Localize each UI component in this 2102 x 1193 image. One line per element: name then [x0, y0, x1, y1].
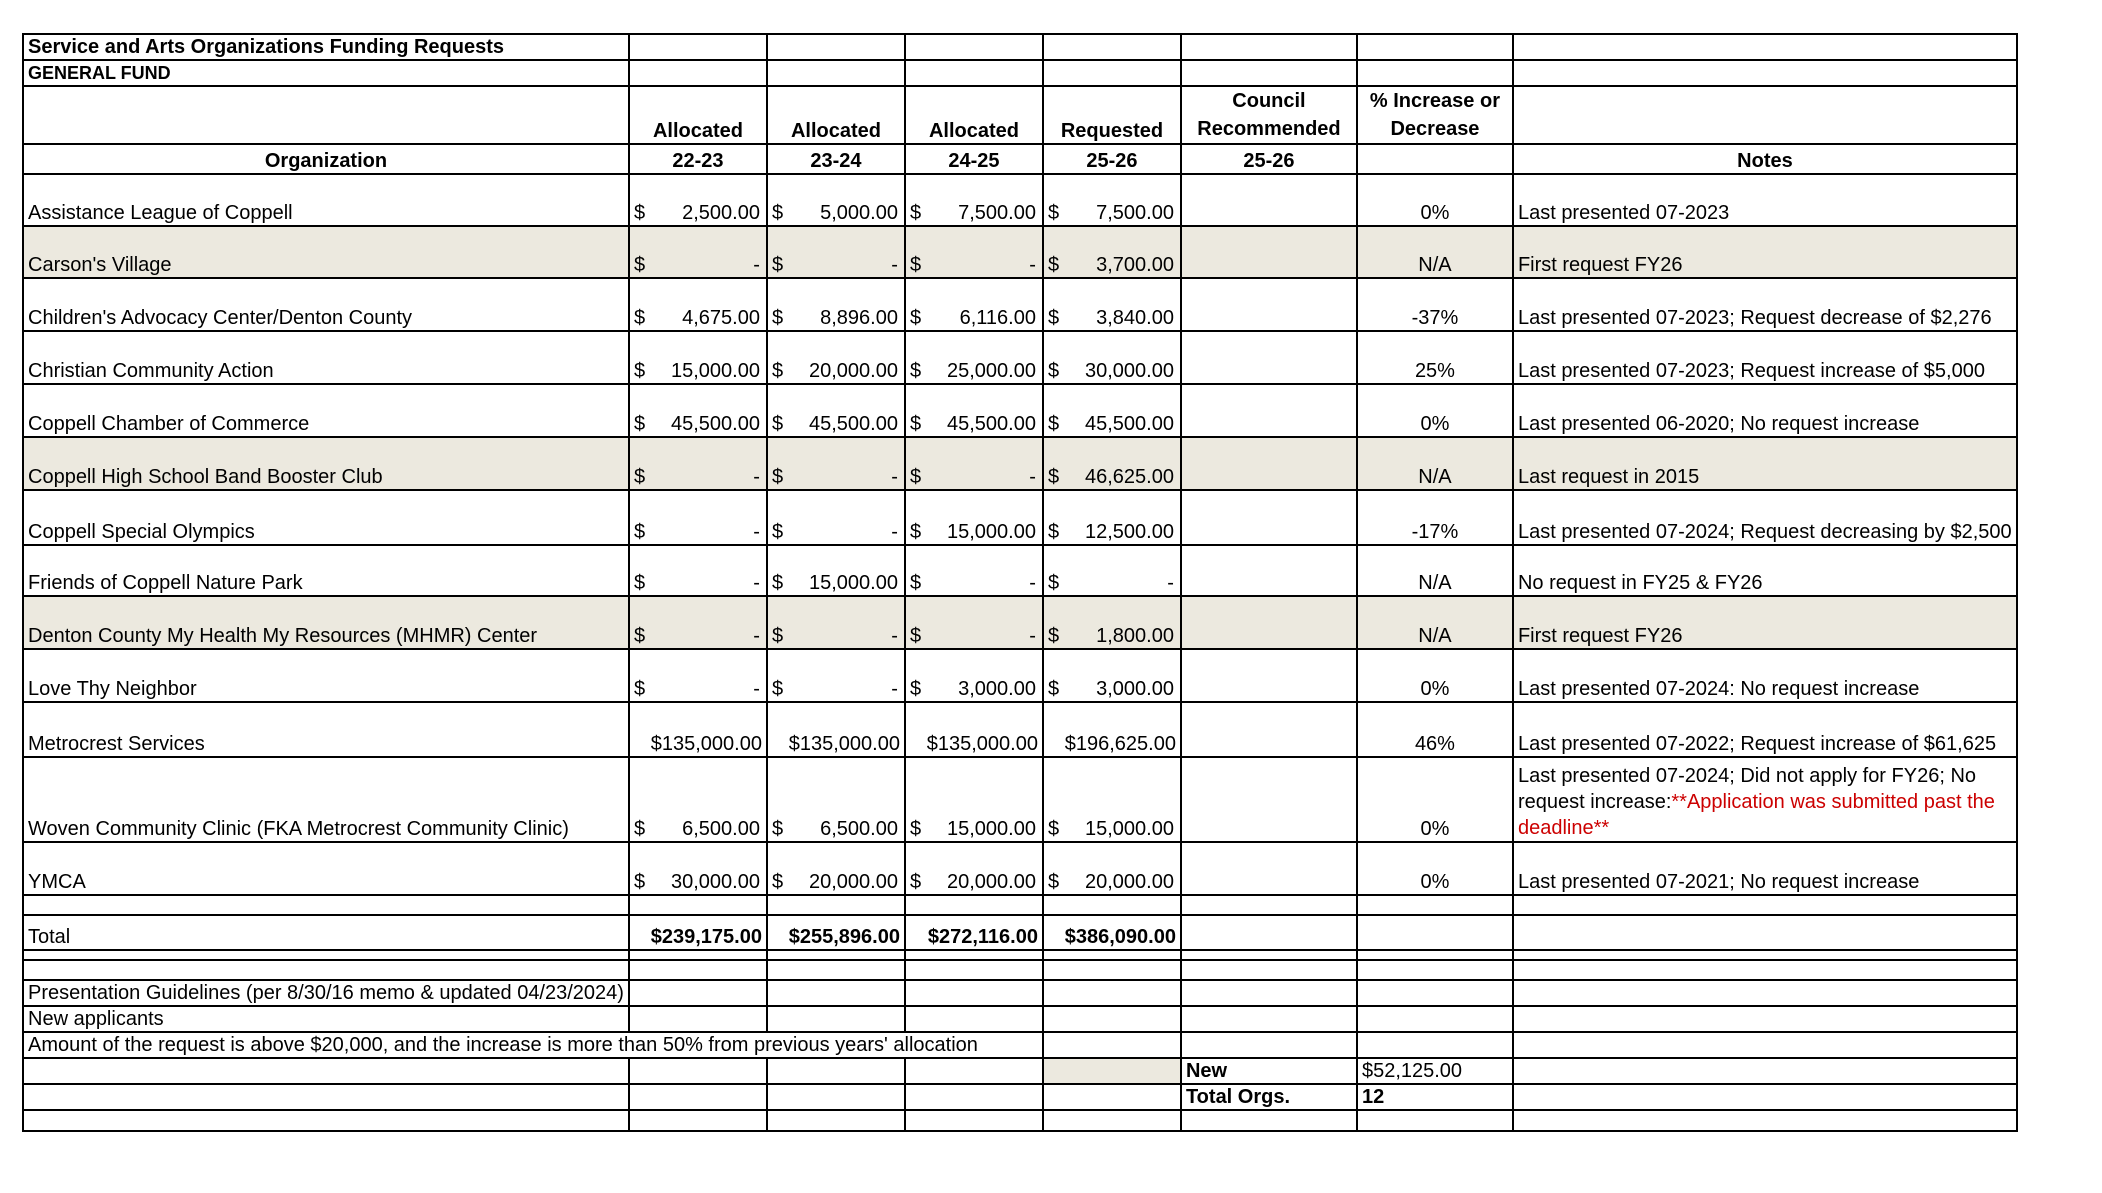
- row-notes-text: Last presented 07-2024; Did not apply for FY26; No request increase:: [1517, 765, 1977, 813]
- amount-a2425-value: 7,500.00: [958, 202, 1036, 224]
- amount-a2425: [905, 649, 1043, 702]
- blank-row: [23, 895, 2017, 915]
- header-council-line2: Recommended: [1197, 118, 1341, 140]
- amount-a2324: [767, 702, 905, 757]
- council-recommended: [1181, 384, 1357, 437]
- amount-a2425: [905, 226, 1043, 278]
- row-notes: [1513, 174, 2017, 226]
- amount-a2425-currency: $: [909, 572, 922, 594]
- amount-a2425-value: 25,000.00: [946, 360, 1036, 382]
- org-name: Assistance League of Coppell: [23, 174, 629, 226]
- amount-a2223-currency: $: [633, 871, 646, 893]
- table-row: [23, 384, 2017, 437]
- org-name: Coppell High School Band Booster Club: [23, 437, 629, 490]
- amount-a2425-value: -: [1029, 254, 1036, 276]
- amount-a2324: [767, 757, 905, 842]
- amount-a2223: [629, 545, 767, 596]
- new-value: $52,125.00: [1357, 1058, 1513, 1084]
- table-row: [23, 490, 2017, 545]
- amount-r2526-currency: $: [1047, 678, 1060, 700]
- amount-a2324-currency: $: [771, 466, 784, 488]
- total-r2526: $386,090.00: [1043, 915, 1181, 950]
- amount-a2324: [767, 278, 905, 331]
- header-fy-2223: 22-23: [629, 144, 767, 174]
- pct-change: 0%: [1357, 384, 1513, 437]
- table-row: [23, 278, 2017, 331]
- amount-a2425-currency: $: [909, 625, 922, 647]
- table-row: [23, 649, 2017, 702]
- amount-a2223: [629, 596, 767, 649]
- new-applicants-row: [23, 1006, 2017, 1032]
- amount-r2526: [1043, 490, 1181, 545]
- total-a2223: $239,175.00: [629, 915, 767, 950]
- amount-a2324-value: 20,000.00: [808, 871, 898, 893]
- amount-a2324-currency: $: [771, 678, 784, 700]
- amount-a2425: [905, 490, 1043, 545]
- header-allocated-2223: Allocated: [629, 86, 767, 144]
- amount-a2324: [767, 545, 905, 596]
- amount-a2223-value: -: [753, 625, 760, 647]
- amount-a2324-value: 5,000.00: [820, 202, 898, 224]
- total-orgs-value: 12: [1357, 1084, 1513, 1110]
- amount-a2223: [629, 842, 767, 895]
- amount-r2526: [1043, 757, 1181, 842]
- fund-label: GENERAL FUND: [23, 60, 629, 86]
- amount-a2425-value: 15,000.00: [946, 521, 1036, 543]
- amount-a2324-value: 8,896.00: [820, 307, 898, 329]
- table-row: [23, 757, 2017, 842]
- amount-a2425-currency: $: [909, 521, 922, 543]
- amount-r2526: [1043, 842, 1181, 895]
- amount-a2324-value: -: [891, 254, 898, 276]
- total-a2425: $272,116.00: [905, 915, 1043, 950]
- blank-row: [23, 950, 2017, 960]
- amount-r2526-value: 46,625.00: [1084, 466, 1174, 488]
- amount-a2223-currency: $: [633, 360, 646, 382]
- guidelines-row: [23, 980, 2017, 1006]
- amount-a2425: [905, 384, 1043, 437]
- pct-change: 0%: [1357, 757, 1513, 842]
- amount-r2526-currency: $: [1047, 572, 1060, 594]
- row-notes: [1513, 757, 2017, 842]
- amount-a2324-value: 15,000.00: [808, 572, 898, 594]
- row-notes-text: Last presented 07-2023: [1517, 202, 1730, 224]
- amount-a2223-currency: $: [633, 466, 646, 488]
- table-row: [23, 842, 2017, 895]
- council-recommended: [1181, 174, 1357, 226]
- amount-r2526-value: 3,000.00: [1096, 678, 1174, 700]
- row-notes-text: Last presented 06-2020; No request increase: [1517, 413, 1920, 435]
- amount-r2526-currency: $: [1047, 254, 1060, 276]
- amount-a2425-currency: $: [909, 254, 922, 276]
- header-council: [1181, 86, 1357, 144]
- amount-a2223-value: 6,500.00: [682, 818, 760, 840]
- amount-a2324-currency: $: [771, 572, 784, 594]
- org-name: Carson's Village: [23, 226, 629, 278]
- amount-r2526: [1043, 649, 1181, 702]
- amount-a2324: [767, 331, 905, 384]
- amount-r2526-value: 20,000.00: [1084, 871, 1174, 893]
- amount-r2526-value: 1,800.00: [1096, 625, 1174, 647]
- amount-a2324: [767, 437, 905, 490]
- amount-a2223-value: -: [753, 466, 760, 488]
- amount-a2223-value: 4,675.00: [682, 307, 760, 329]
- header-notes: Notes: [1513, 144, 2017, 174]
- row-notes: [1513, 842, 2017, 895]
- header-fy-2324: 23-24: [767, 144, 905, 174]
- amount-a2223: [629, 331, 767, 384]
- amount-r2526-value: 12,500.00: [1084, 521, 1174, 543]
- amount-a2425: [905, 278, 1043, 331]
- amount-a2425: [905, 174, 1043, 226]
- criteria-text: Amount of the request is above $20,000, and the increase is more than 50% from previous years' allocation: [23, 1032, 1043, 1058]
- funding-table: [22, 33, 2018, 1132]
- council-recommended: [1181, 649, 1357, 702]
- header-row-2: [23, 144, 2017, 174]
- amount-a2324: [767, 174, 905, 226]
- amount-a2223-value: 45,500.00: [670, 413, 760, 435]
- amount-a2223-currency: $: [633, 413, 646, 435]
- amount-r2526: [1043, 331, 1181, 384]
- amount-r2526-value: 7,500.00: [1096, 202, 1174, 224]
- amount-a2324: [767, 226, 905, 278]
- pct-change: 25%: [1357, 331, 1513, 384]
- header-organization: Organization: [23, 144, 629, 174]
- amount-r2526: [1043, 384, 1181, 437]
- header-allocated-2324: Allocated: [767, 86, 905, 144]
- table-row: [23, 226, 2017, 278]
- pct-change: N/A: [1357, 545, 1513, 596]
- org-name: Christian Community Action: [23, 331, 629, 384]
- amount-a2425-currency: $: [909, 818, 922, 840]
- criteria-row: [23, 1032, 2017, 1058]
- amount-a2324: [767, 490, 905, 545]
- table-row: [23, 702, 2017, 757]
- amount-a2324-currency: $: [771, 818, 784, 840]
- pct-change: N/A: [1357, 437, 1513, 490]
- header-pct-line1: % Increase or: [1369, 90, 1500, 112]
- amount-a2425-value: 15,000.00: [946, 818, 1036, 840]
- amount-r2526-value: 45,500.00: [1084, 413, 1174, 435]
- amount-a2324-currency: $: [771, 871, 784, 893]
- amount-a2324-currency: $: [771, 254, 784, 276]
- council-recommended: [1181, 702, 1357, 757]
- amount-a2324-value: 45,500.00: [808, 413, 898, 435]
- row-notes-text: Last presented 07-2024: No request increase: [1517, 678, 1920, 700]
- pct-change: N/A: [1357, 596, 1513, 649]
- amount-a2223-value: 30,000.00: [670, 871, 760, 893]
- amount-a2425-value: -: [1029, 466, 1036, 488]
- row-notes-text: Last presented 07-2021; No request increase: [1517, 871, 1920, 893]
- amount-a2324-value: 6,500.00: [820, 818, 898, 840]
- amount-a2324-value: 20,000.00: [808, 360, 898, 382]
- amount-r2526-currency: $: [1047, 466, 1060, 488]
- org-name: Friends of Coppell Nature Park: [23, 545, 629, 596]
- org-name: Coppell Chamber of Commerce: [23, 384, 629, 437]
- amount-r2526-value: -: [1167, 572, 1174, 594]
- amount-a2425-value: 6,116.00: [959, 307, 1036, 329]
- total-label: Total: [23, 915, 629, 950]
- amount-a2324: [767, 649, 905, 702]
- org-name: Metrocrest Services: [23, 702, 629, 757]
- blank-row: [23, 960, 2017, 980]
- pct-change: 0%: [1357, 842, 1513, 895]
- council-recommended: [1181, 331, 1357, 384]
- amount-r2526-currency: $: [1047, 521, 1060, 543]
- row-notes: [1513, 702, 2017, 757]
- new-label: New: [1181, 1058, 1357, 1084]
- amount-r2526: [1043, 174, 1181, 226]
- total-a2324: $255,896.00: [767, 915, 905, 950]
- amount-a2223-value: -: [753, 521, 760, 543]
- pct-change: 46%: [1357, 702, 1513, 757]
- amount-a2223-value: -: [753, 572, 760, 594]
- row-notes-text: Last request in 2015: [1517, 466, 1700, 488]
- council-recommended: [1181, 490, 1357, 545]
- amount-r2526-currency: $: [1047, 871, 1060, 893]
- amount-a2223-currency: $: [633, 625, 646, 647]
- amount-a2425-value: 45,500.00: [946, 413, 1036, 435]
- total-orgs-label: Total Orgs.: [1181, 1084, 1357, 1110]
- amount-a2223-currency: $: [633, 678, 646, 700]
- amount-a2223-currency: $: [633, 521, 646, 543]
- amount-r2526: [1043, 545, 1181, 596]
- amount-a2425: [905, 596, 1043, 649]
- amount-a2324: [767, 596, 905, 649]
- amount-a2425: [905, 757, 1043, 842]
- amount-a2324-currency: $: [771, 413, 784, 435]
- amount-r2526-value: 30,000.00: [1084, 360, 1174, 382]
- header-requested-2526: Requested: [1043, 86, 1181, 144]
- amount-a2324-value: -: [891, 625, 898, 647]
- org-name: Coppell Special Olympics: [23, 490, 629, 545]
- header-pct: [1357, 86, 1513, 144]
- amount-a2324-value: -: [891, 678, 898, 700]
- amount-a2223-currency: $: [633, 572, 646, 594]
- org-name: Woven Community Clinic (FKA Metrocrest Community Clinic): [23, 757, 629, 842]
- council-recommended: [1181, 842, 1357, 895]
- amount-a2425-currency: $: [909, 466, 922, 488]
- council-recommended: [1181, 226, 1357, 278]
- table-row: [23, 174, 2017, 226]
- table-row: [23, 331, 2017, 384]
- row-notes: [1513, 545, 2017, 596]
- amount-a2223-currency: $: [633, 818, 646, 840]
- amount-a2324-currency: $: [771, 625, 784, 647]
- amount-a2223-value: 15,000.00: [670, 360, 760, 382]
- fund-row: [23, 60, 2017, 86]
- header-row-1: [23, 86, 2017, 144]
- row-notes: [1513, 278, 2017, 331]
- amount-r2526-value: 3,700.00: [1096, 254, 1174, 276]
- row-notes-text: Last presented 07-2023; Request increase of $5,000: [1517, 360, 1985, 382]
- amount-a2223: [629, 437, 767, 490]
- amount-a2425: [905, 331, 1043, 384]
- amount-r2526: [1043, 278, 1181, 331]
- amount-a2223: [629, 649, 767, 702]
- amount-a2324: [767, 842, 905, 895]
- total-row: [23, 915, 2017, 950]
- row-notes: [1513, 596, 2017, 649]
- total-orgs-row: [23, 1084, 2017, 1110]
- amount-a2425-currency: $: [909, 307, 922, 329]
- amount-a2223: [629, 174, 767, 226]
- pct-change: 0%: [1357, 649, 1513, 702]
- row-notes-warning: **Application was submitted past the deadline**: [1517, 791, 1995, 839]
- sheet-title: Service and Arts Organizations Funding Requests: [23, 34, 629, 60]
- amount-a2223-currency: $: [633, 307, 646, 329]
- amount-r2526: [1043, 437, 1181, 490]
- amount-a2425-value: -: [1029, 625, 1036, 647]
- new-total-row: [23, 1058, 2017, 1084]
- amount-r2526-currency: $: [1047, 307, 1060, 329]
- amount-a2425-value: 20,000.00: [946, 871, 1036, 893]
- amount-a2223: [629, 278, 767, 331]
- amount-r2526-currency: $: [1047, 202, 1060, 224]
- council-recommended: [1181, 545, 1357, 596]
- header-pct-line2: Decrease: [1390, 118, 1480, 140]
- amount-a2223-value: 2,500.00: [682, 202, 760, 224]
- pct-change: -17%: [1357, 490, 1513, 545]
- row-notes-text: First request FY26: [1517, 625, 1683, 647]
- amount-a2425-value: -: [1029, 572, 1036, 594]
- amount-r2526-currency: $: [1047, 818, 1060, 840]
- amount-a2324-currency: $: [771, 202, 784, 224]
- amount-r2526: [1043, 226, 1181, 278]
- amount-a2223: [629, 702, 767, 757]
- amount-a2425-value: $135,000.00: [926, 733, 1038, 755]
- amount-a2425: [905, 842, 1043, 895]
- row-notes-text: Last presented 07-2023; Request decrease of $2,276: [1517, 307, 1992, 329]
- table-row: [23, 596, 2017, 649]
- council-recommended: [1181, 596, 1357, 649]
- org-name: Love Thy Neighbor: [23, 649, 629, 702]
- org-name: YMCA: [23, 842, 629, 895]
- pct-change: N/A: [1357, 226, 1513, 278]
- row-notes-text: First request FY26: [1517, 254, 1683, 276]
- row-notes-text: No request in FY25 & FY26: [1517, 572, 1763, 594]
- header-fy-council: 25-26: [1181, 144, 1357, 174]
- council-recommended: [1181, 278, 1357, 331]
- amount-a2425-currency: $: [909, 202, 922, 224]
- guidelines-text: Presentation Guidelines (per 8/30/16 memo & updated 04/23/2024): [23, 980, 629, 1006]
- amount-a2324-currency: $: [771, 360, 784, 382]
- amount-a2425: [905, 437, 1043, 490]
- amount-a2223: [629, 384, 767, 437]
- row-notes: [1513, 384, 2017, 437]
- amount-a2324-value: -: [891, 521, 898, 543]
- amount-a2425-currency: $: [909, 678, 922, 700]
- header-fy-2425: 24-25: [905, 144, 1043, 174]
- header-fy-2526: 25-26: [1043, 144, 1181, 174]
- header-council-line1: Council: [1232, 90, 1306, 112]
- pct-change: -37%: [1357, 278, 1513, 331]
- amount-a2223: [629, 226, 767, 278]
- amount-a2223: [629, 490, 767, 545]
- council-recommended: [1181, 757, 1357, 842]
- amount-r2526-currency: $: [1047, 625, 1060, 647]
- amount-a2223: [629, 757, 767, 842]
- row-notes: [1513, 331, 2017, 384]
- row-notes: [1513, 490, 2017, 545]
- new-applicants-text: New applicants: [23, 1006, 629, 1032]
- amount-a2324-value: -: [891, 466, 898, 488]
- amount-a2425: [905, 702, 1043, 757]
- blank-row: [23, 1110, 2017, 1131]
- new-applicant-legend-swatch: [1043, 1058, 1181, 1084]
- row-notes: [1513, 649, 2017, 702]
- amount-a2223-value: $135,000.00: [650, 733, 762, 755]
- amount-a2425-currency: $: [909, 871, 922, 893]
- amount-a2425-value: 3,000.00: [958, 678, 1036, 700]
- amount-a2223-currency: $: [633, 254, 646, 276]
- row-notes-text: Last presented 07-2024; Request decreasing by $2,500: [1517, 521, 2012, 543]
- header-allocated-2425: Allocated: [905, 86, 1043, 144]
- amount-a2425-currency: $: [909, 413, 922, 435]
- org-name: Denton County My Health My Resources (MHMR) Center: [23, 596, 629, 649]
- amount-a2324: [767, 384, 905, 437]
- amount-r2526: [1043, 702, 1181, 757]
- pct-change: 0%: [1357, 174, 1513, 226]
- amount-a2425: [905, 545, 1043, 596]
- table-row: [23, 437, 2017, 490]
- amount-r2526: [1043, 596, 1181, 649]
- table-row: [23, 545, 2017, 596]
- amount-r2526-value: 15,000.00: [1084, 818, 1174, 840]
- row-notes-text: Last presented 07-2022; Request increase of $61,625: [1517, 733, 1997, 755]
- amount-a2324-currency: $: [771, 307, 784, 329]
- amount-a2223-value: -: [753, 254, 760, 276]
- amount-a2223-value: -: [753, 678, 760, 700]
- amount-a2324-value: $135,000.00: [788, 733, 900, 755]
- amount-a2425-currency: $: [909, 360, 922, 382]
- amount-a2324-currency: $: [771, 521, 784, 543]
- org-name: Children's Advocacy Center/Denton County: [23, 278, 629, 331]
- title-row: [23, 34, 2017, 60]
- amount-a2223-currency: $: [633, 202, 646, 224]
- amount-r2526-value: $196,625.00: [1064, 733, 1176, 755]
- amount-r2526-currency: $: [1047, 360, 1060, 382]
- row-notes: [1513, 437, 2017, 490]
- amount-r2526-currency: $: [1047, 413, 1060, 435]
- amount-r2526-value: 3,840.00: [1096, 307, 1174, 329]
- row-notes: [1513, 226, 2017, 278]
- council-recommended: [1181, 437, 1357, 490]
